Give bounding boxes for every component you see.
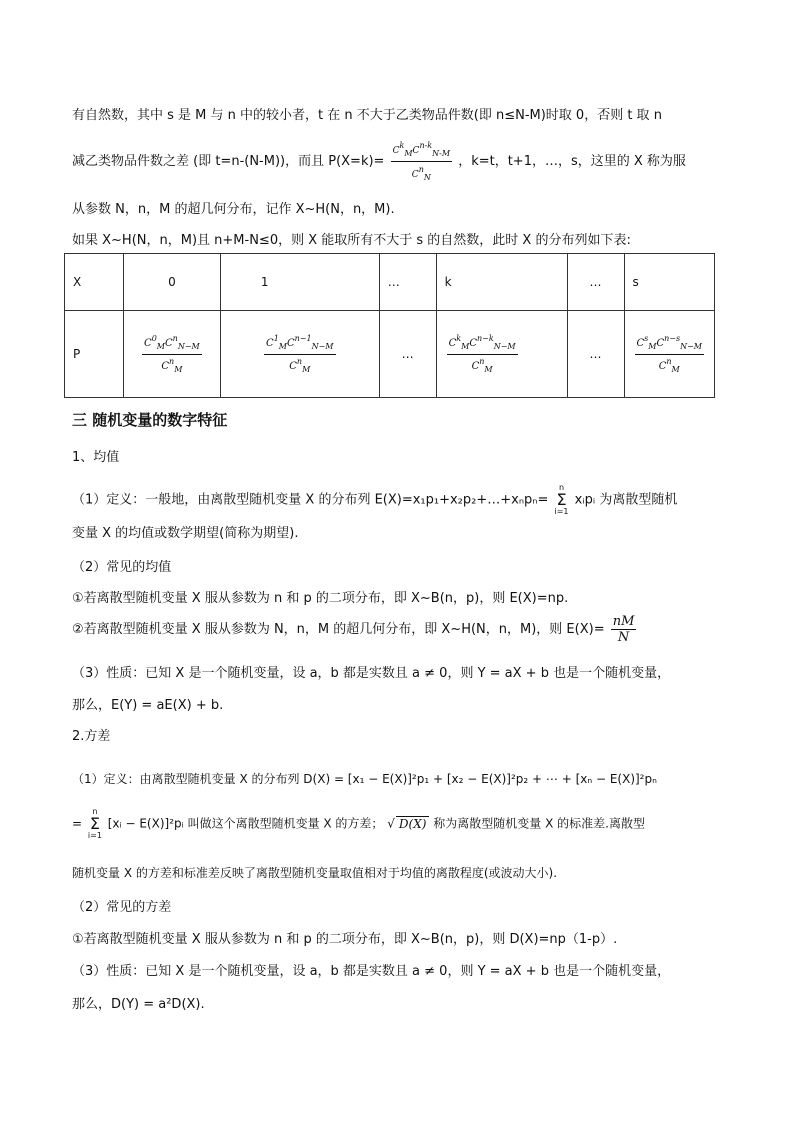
table-row-values — [65, 254, 715, 311]
variance-line2-post: 称为离散型随机变量 X 的标准差.离散型 — [433, 816, 645, 831]
table-cell: s — [624, 254, 715, 311]
hyper-mean-fraction — [611, 614, 637, 645]
table-cell — [220, 311, 379, 398]
table-cell: … — [567, 254, 624, 311]
table-cell: P — [65, 311, 124, 398]
prob-fraction: $\frac{C^1_MC^{n-1}_{N-M}}{C^n_M}$ — [266, 333, 334, 374]
fraction-numerator: nM — [612, 614, 635, 629]
sqrt-sign: √ — [387, 816, 395, 831]
hyper-mean — [72, 614, 638, 645]
prob-fraction: $\frac{C^s_MC^{n-s}_{N-M}}{C^n_M}$ — [636, 333, 702, 374]
para-line-4: 如果 X~H(N，n，M)且 n+M-N≤0，则 X 能取所有不大于 s 的自然数，此时 X 的分布列如下表: — [72, 233, 631, 248]
table-row-probabilities — [65, 311, 715, 398]
table-cell: k — [436, 254, 567, 311]
binom-mean: ①若离散型随机变量 X 服从参数为 n 和 p 的二项分布，即 X~B(n，p)，则 E(X)=np. — [72, 591, 569, 606]
para-line-2-pre: 减乙类物品件数之差 (即 t=n-(N-M))，而且 P(X=k)= — [72, 154, 385, 169]
common-variance-heading: （2）常见的方差 — [72, 900, 172, 915]
distribution-table — [64, 253, 715, 398]
subsection-variance: 2.方差 — [72, 729, 111, 744]
mean-def-pre: （1）定义：一般地，由离散型随机变量 X 的分布列 E(X)=x₁p₁+x₂p₂+…+xₙpₙ= — [72, 492, 549, 508]
variance-line3: 随机变量 X 的方差和标准差反映了离散型随机变量取值相对于均值的离散程度(或波动大小). — [72, 866, 558, 880]
binom-variance: ①若离散型随机变量 X 服从参数为 n 和 p 的二项分布，即 X~B(n，p)，则 D(X)=np（1-p）. — [72, 932, 618, 947]
table-cell: … — [379, 254, 436, 311]
table-cell — [123, 311, 220, 398]
subsection-mean: 1、均值 — [72, 450, 120, 465]
table-cell: … — [379, 311, 436, 398]
variance-line2-mid: [xᵢ − E(X)]²pᵢ 叫做这个离散型随机变量 X 的方差； — [107, 816, 384, 831]
sqrt-radicand: D(X) — [396, 816, 430, 831]
table-cell — [436, 311, 567, 398]
table-cell: X — [65, 254, 124, 311]
table-cell — [624, 311, 715, 398]
hypergeom-pmf-fraction: $\frac{\text{CkMCn-kN-M}}{\text{CnN}}$ — [391, 138, 452, 185]
common-mean-heading: （2）常见的均值 — [72, 560, 172, 575]
para-line-2-post: ，k=t，t+1，…，s，这里的 X 称为服 — [458, 154, 686, 169]
mean-property: （3）性质：已知 X 是一个随机变量，设 a，b 都是实数且 a ≠ 0，则 Y = aX + b 也是一个随机变量， — [72, 666, 671, 681]
mean-def-line2: 变量 X 的均值或数学期望(简称为期望). — [72, 526, 299, 541]
variance-property: （3）性质：已知 X 是一个随机变量，设 a，b 都是实数且 a ≠ 0，则 Y = aX + b 也是一个随机变量， — [72, 964, 671, 979]
variance-definition: （1）定义：由离散型随机变量 X 的分布列 D(X) = [x₁ − E(X)]²p₁ + [x₂ − E(X)]²p₂ + ⋯ + [xₙ − E(X)]²pₙ — [72, 772, 657, 786]
para-line-3: 从参数 N，n，M 的超几何分布，记作 X~H(N，n，M). — [72, 202, 395, 217]
variance-property-line2: 那么，D(Y) = a²D(X). — [72, 997, 205, 1012]
mean-property-line2: 那么，E(Y) = aE(X) + b. — [72, 698, 224, 713]
sum-symbol: n Σ i=1 — [554, 483, 569, 516]
para-line-2 — [72, 138, 686, 185]
para-line-1: 有自然数，其中 s 是 M 与 n 中的较小者，t 在 n 不大于乙类物品件数(即 n≤N-M)时取 0，否则 t 取 n — [72, 108, 662, 123]
hyper-mean-pre: ②若离散型随机变量 X 服从参数为 N，n，M 的超几何分布，即 X~H(N，n，M)，则 E(X)= — [72, 622, 605, 637]
mean-definition — [72, 484, 677, 516]
table-cell: 1 — [220, 254, 379, 311]
variance-line2 — [72, 808, 645, 840]
table-cell: 0 — [123, 254, 220, 311]
fraction-denominator: N — [617, 630, 630, 645]
section-title: 三 随机变量的数字特征 — [72, 411, 228, 429]
sum-symbol: n Σ i=1 — [87, 807, 102, 840]
prob-fraction: $\frac{C^0_MC^n_{N-M}}{C^n_M}$ — [144, 333, 200, 374]
table-cell: … — [567, 311, 624, 398]
equals-sign: = — [72, 816, 83, 831]
prob-fraction: $\frac{C^k_MC^{n-k}_{N-M}}{C^n_M}$ — [448, 333, 516, 374]
mean-def-post: xᵢpᵢ 为离散型随机 — [574, 492, 678, 508]
